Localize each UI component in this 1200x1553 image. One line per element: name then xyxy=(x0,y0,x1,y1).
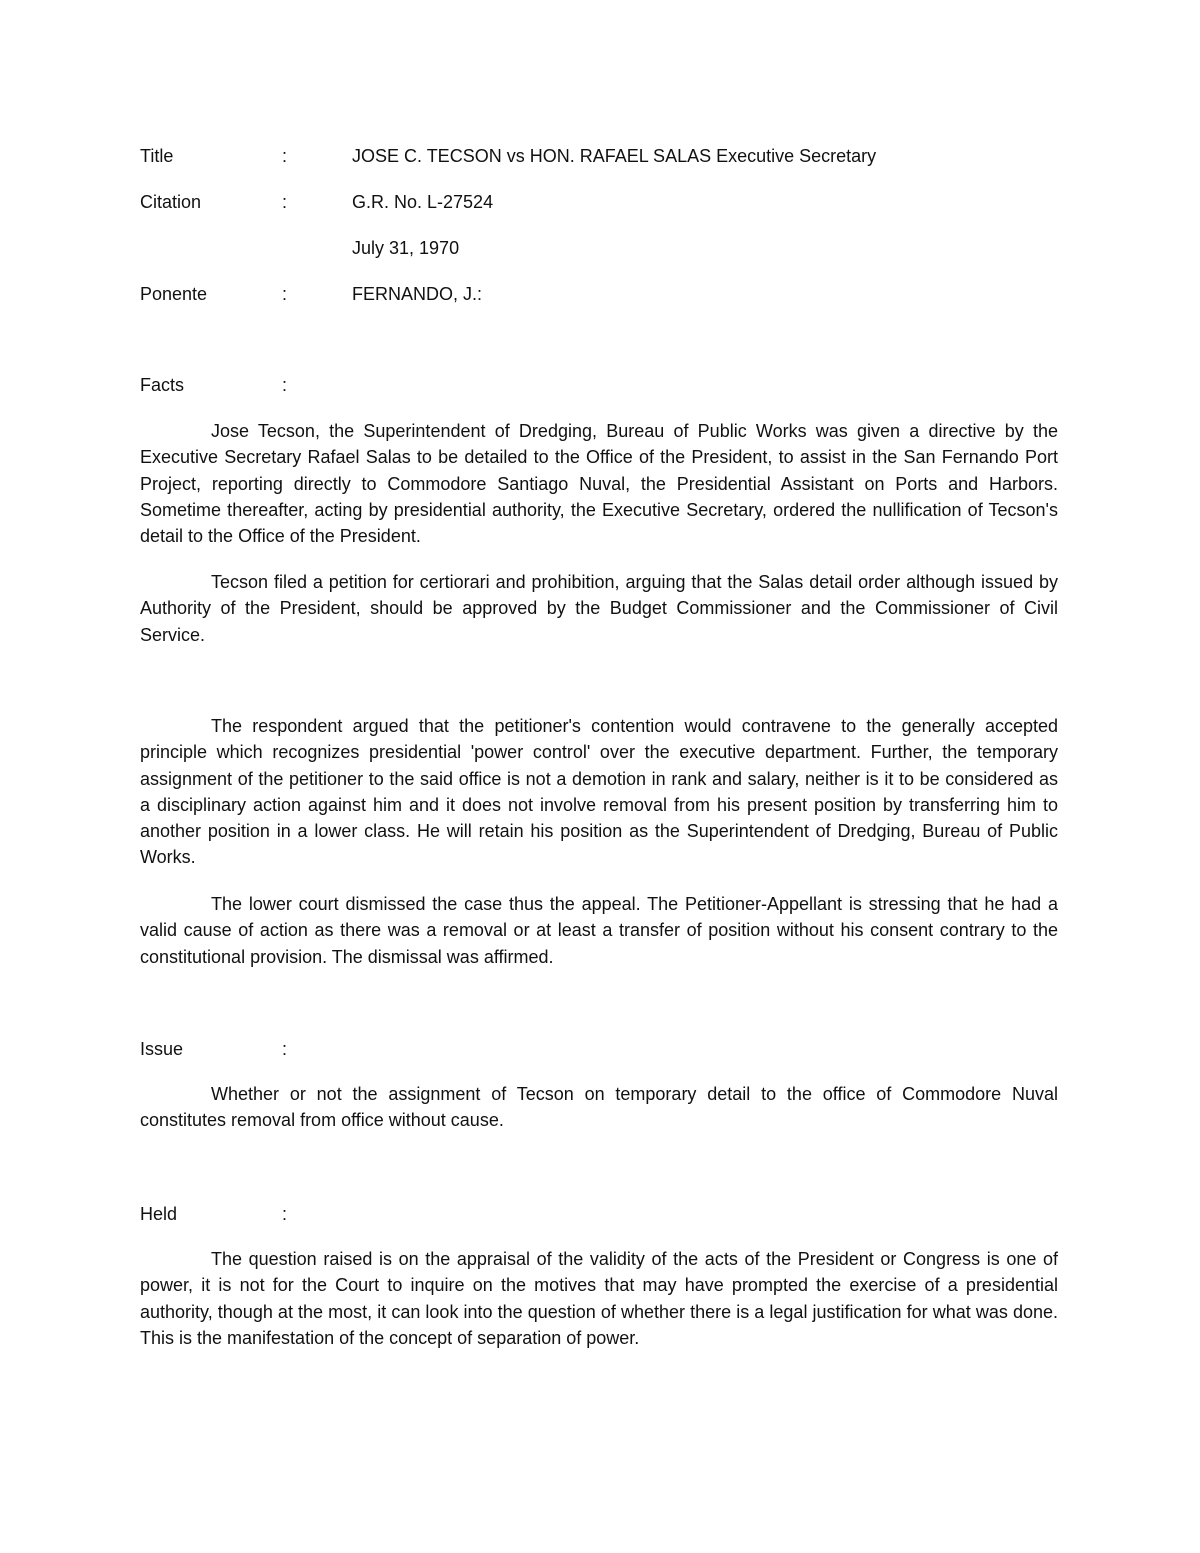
facts-paragraph-4: The lower court dismissed the case thus the appeal. The Petitioner-Appellant is stressing that he had a valid cause of action as there was a removal or at least a transfer of position without his consent contrary to the constitutional provision. The dismissal was affirmed. xyxy=(140,894,1058,967)
citation-label: Citation xyxy=(140,192,202,212)
held-label: Held xyxy=(140,1204,178,1224)
ponente-colon: : xyxy=(282,284,288,304)
facts-paragraph-2: Tecson filed a petition for certiorari and prohibition, arguing that the Salas detail order although issued by Authority of the President, should be approved by the Budget Commissioner and the Commissioner of Civil Service. xyxy=(140,572,1058,645)
decision-date: July 31, 1970 xyxy=(352,238,460,258)
case-title: JOSE C. TECSON vs HON. RAFAEL SALAS Executive Secretary xyxy=(352,146,877,166)
issue-colon: : xyxy=(282,1039,288,1059)
held-paragraph: The question raised is on the appraisal of the validity of the acts of the President or Congress is one of power, it is not for the Court to inquire on the motives that may have prompted the exercise of a presidential authority, though at the most, it can look into the question of whether there is a legal justification for what was done. This is the manifestation of the concept of separation of power. xyxy=(140,1249,1058,1348)
ponente-label: Ponente xyxy=(140,284,208,304)
facts-paragraph-3: The respondent argued that the petitioner's contention would contravene to the generally accepted principle which recognizes presidential 'power control' over the executive department. Further, the temporary assignment of the petitioner to the said office is not a demotion in rank and salary, neither is it to be considered as a disciplinary action against him and it does not involve removal from his present position by transferring him to another position in a lower class. He will retain his position as the Superintendent of Dredging, Bureau of Public Works. xyxy=(140,716,1058,868)
title-colon: : xyxy=(282,146,288,166)
facts-colon: : xyxy=(282,375,288,395)
facts-label: Facts xyxy=(140,375,185,395)
ponente-value: FERNANDO, J.: xyxy=(352,284,483,304)
citation-value: G.R. No. L-27524 xyxy=(352,192,494,212)
facts-paragraph-1: Jose Tecson, the Superintendent of Dredging, Bureau of Public Works was given a directive by the Executive Secretary Rafael Salas to be detailed to the Office of the President, to assist in the San Fernando Port Project, reporting directly to Commodore Santiago Nuval, the Presidential Assistant on Ports and Harbors. Sometime thereafter, acting by presidential authority, the Executive Secretary, ordered the nullification of Tecson's detail to the Office of the President. xyxy=(140,421,1058,547)
held-colon: : xyxy=(282,1204,288,1224)
issue-paragraph: Whether or not the assignment of Tecson on temporary detail to the office of Commodore Nuval constitutes removal from office without cause. xyxy=(140,1084,1058,1131)
citation-colon: : xyxy=(282,192,288,212)
issue-label: Issue xyxy=(140,1039,184,1059)
title-label: Title xyxy=(140,146,174,166)
